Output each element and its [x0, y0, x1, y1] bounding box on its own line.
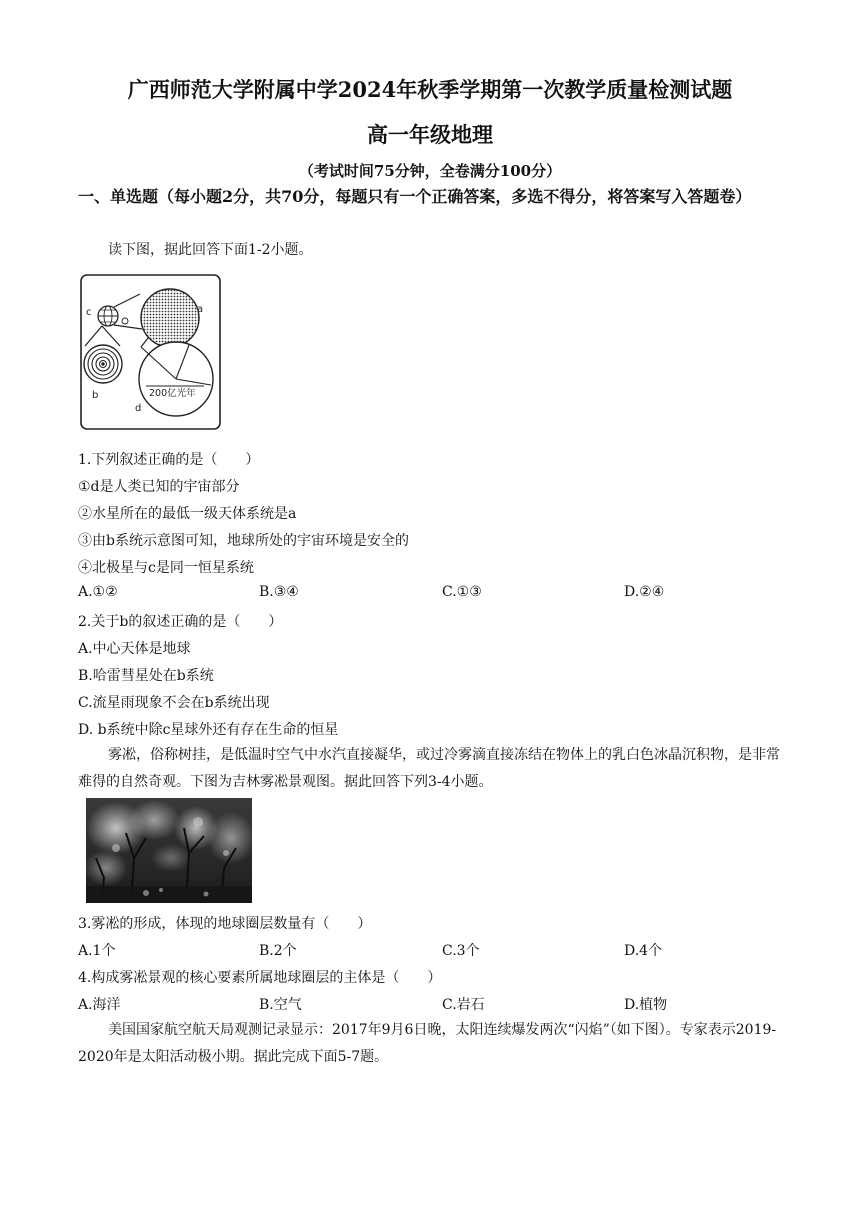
exam-info: （考试时间75分钟，全卷满分100分）	[298, 162, 562, 180]
q2-stem: 2.关于b的叙述正确的是（ ）	[78, 614, 283, 630]
label-scale: 200亿光年	[149, 388, 196, 399]
q1-option-d: D.②④	[624, 584, 665, 600]
intro-q1-2: 读下图，据此回答下面1-2小题。	[108, 242, 313, 258]
earth-globe-c	[98, 306, 118, 326]
rime-photo-art	[86, 798, 252, 903]
q1-statement-3: ③由b系统示意图可知，地球所处的宇宙环境是安全的	[78, 533, 409, 549]
section-heading: 一、单选题（每小题2分，共70分，每题只有一个正确答案，多选不得分，将答案写入答题卷）	[78, 187, 752, 206]
q4-option-a: A.海洋	[78, 997, 121, 1013]
intro-q3-4: 雾凇，俗称树挂，是低温时空气中水汽直接凝华，或过冷雾滴直接冻结在物体上的乳白色冰晶沉积物，是非常难得的自然奇观。下图为吉林雾凇景观图。据此回答下列3-4小题。	[78, 747, 780, 790]
q1-statement-1: ①d是人类已知的宇宙部分	[78, 479, 240, 495]
label-c: c	[86, 307, 92, 318]
subject-title: 高一年级地理	[367, 122, 493, 147]
q1-statement-2: ②水星所在的最低一级天体系统是a	[78, 506, 297, 522]
q1-option-c: C.①③	[442, 584, 482, 600]
q4-stem: 4.构成雾凇景观的核心要素所属地球圈层的主体是（ ）	[78, 970, 442, 986]
cosmic-hierarchy-diagram	[80, 274, 221, 430]
q1-option-b: B.③④	[259, 584, 299, 600]
q3-option-c: C.3个	[442, 943, 480, 959]
q3-option-a: A.1个	[78, 943, 116, 959]
rime-landscape-photo	[86, 798, 252, 903]
q1-stem: 1.下列叙述正确的是（ ）	[78, 452, 260, 468]
q4-option-c: C.岩石	[442, 997, 485, 1013]
label-d: d	[135, 403, 142, 414]
moon	[122, 318, 128, 324]
q2-option-b: B.哈雷彗星处在b系统	[78, 668, 214, 684]
intro-q5-7: 美国国家航空航天局观测记录显示：2017年9月6日晚，太阳连续爆发两次“闪焰”（如下图）。专家表示2019-2020年是太阳活动极小期。据此完成下面5-7题。	[78, 1022, 777, 1065]
q3-option-d: D.4个	[624, 943, 663, 959]
q3-option-b: B.2个	[259, 943, 297, 959]
label-b: b	[92, 390, 99, 401]
q1-option-a: A.①②	[78, 584, 118, 600]
q2-option-a: A.中心天体是地球	[78, 641, 191, 657]
galaxy-a	[141, 289, 199, 347]
q3-stem: 3.雾凇的形成，体现的地球圈层数量有（ ）	[78, 916, 372, 932]
q2-option-c: C.流星雨现象不会在b系统出现	[78, 695, 270, 711]
exam-title: 广西师范大学附属中学2024年秋季学期第一次教学质量检测试题	[127, 77, 733, 102]
q2-option-d: D. b系统中除c星球外还有存在生命的恒星	[78, 722, 339, 738]
q4-option-b: B.空气	[259, 997, 302, 1013]
cosmic-hierarchy-figure	[80, 274, 221, 430]
q4-option-d: D.植物	[624, 997, 668, 1013]
label-a: a	[197, 304, 204, 315]
q1-statement-4: ④北极星与c是同一恒星系统	[78, 560, 254, 576]
